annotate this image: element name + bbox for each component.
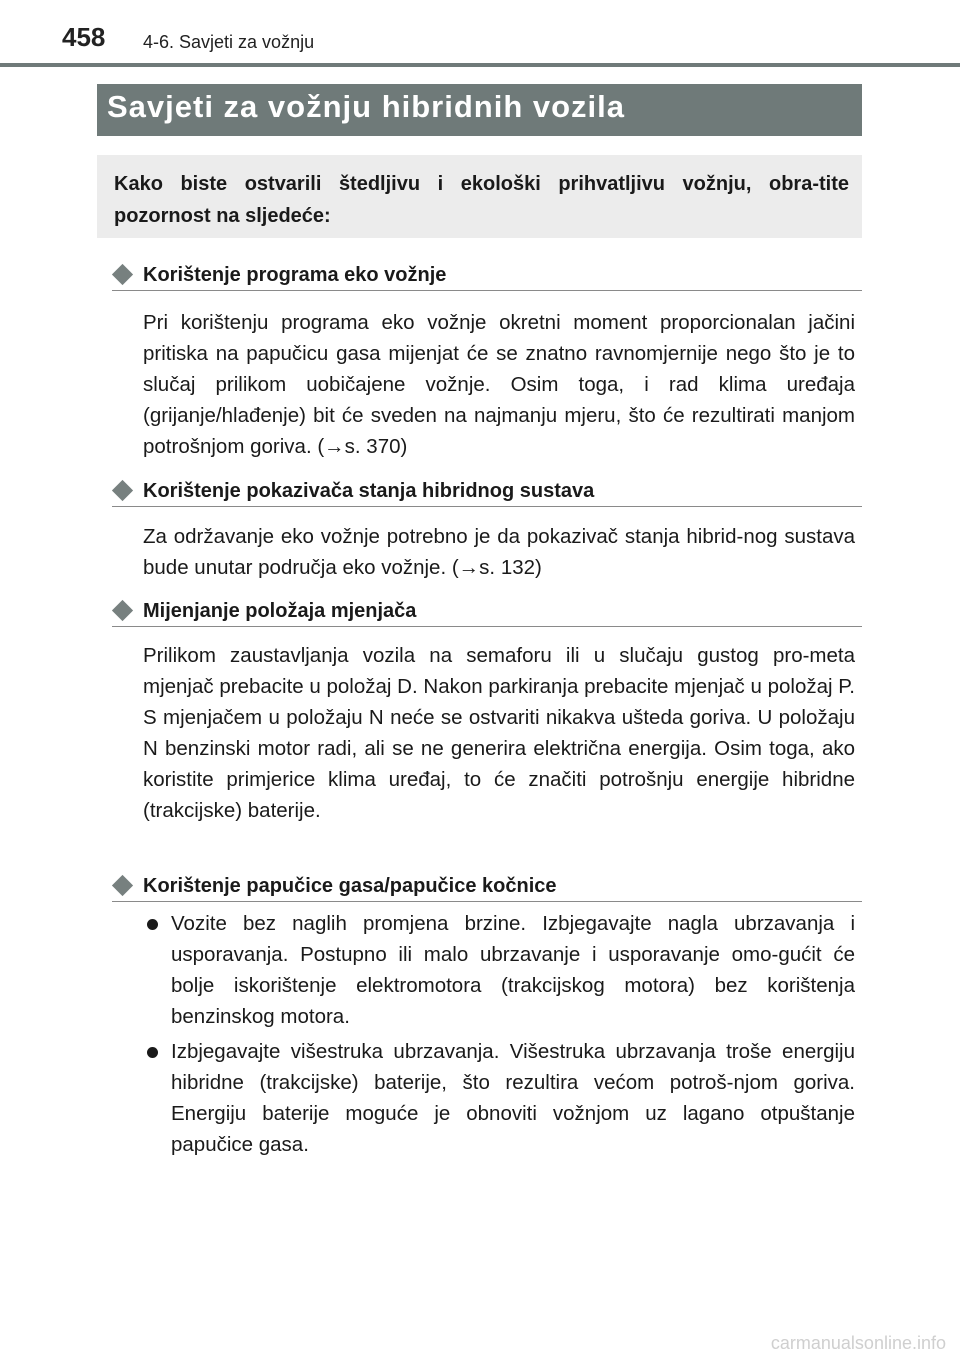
bullet-text: Izbjegavajte višestruka ubrzavanja. Višestruka ubrzavanja troše energiju hibridne (trakcijske) baterije, što rezultira većom potroš-njom goriva. Energiju baterije moguće je obnoviti vožnjom uz lagano otpuštanje papučice gasa. [171, 1040, 855, 1156]
section-heading-hybrid-indicator [112, 477, 862, 507]
page-number: 458 [62, 22, 106, 52]
bullet-dot-icon [147, 1047, 158, 1058]
section-rule [112, 290, 862, 291]
section-title: Mijenjanje položaja mjenjača [143, 600, 417, 622]
section-title: Korištenje programa eko vožnje [143, 264, 447, 286]
title-bar [97, 84, 862, 136]
section-rule [112, 901, 862, 902]
page-title: Savjeti za vožnju hibridnih vozila [107, 89, 626, 124]
section-heading-eco-program [112, 261, 862, 291]
section-heading-pedals [112, 872, 862, 902]
bullet-text: Vozite bez naglih promjena brzine. Izbjegavajte nagla ubrzavanja i usporavanja. Postupno ili malo ubrzavanje i usporavanje omo-gućit će bolje iskorištenje elektromotora (trakcijskog motora) bez korištenja benzinskog motora. [171, 912, 855, 1028]
section-rule [112, 506, 862, 507]
section-title: Korištenje papučice gasa/papučice kočnice [143, 875, 557, 897]
intro-box [97, 155, 862, 238]
section-reference: 4-6. Savjeti za vožnju [143, 32, 315, 52]
section-heading-shift-position [112, 597, 862, 627]
bullet-dot-icon [147, 919, 158, 930]
diamond-icon [112, 264, 133, 285]
diamond-icon [112, 875, 133, 896]
section-paragraph: Za održavanje eko vožnje potrebno je da pokazivač stanja hibrid-nog sustava bude unutar područja eko vožnje. (→s. 132) [143, 525, 855, 579]
diamond-icon [112, 600, 133, 621]
section-paragraph: Prilikom zaustavljanja vozila na semaforu ili u slučaju gustog pro-meta mjenjač prebacite u položaj D. Nakon parkiranja prebacite mjenjač u položaj P. S mjenjačem u položaju N neće se ostvariti nikakva ušteda goriva. U položaju N benzinski motor radi, ali se ne generira električna energija. Osim toga, ako koristite primjerice klima uređaj, to će značiti potrošnju energije hibridne (trakcijske) baterije. [143, 644, 855, 822]
diamond-icon [112, 480, 133, 501]
section-title: Korištenje pokazivača stanja hibridnog sustava [143, 480, 595, 502]
section-paragraph: Pri korištenju programa eko vožnje okretni moment proporcionalan jačini pritiska na papučicu gasa mijenjat će se znatno ravnomjernije nego što je to slučaj prilikom uobičajene vožnje. Osim toga, i rad klima uređaja (grijanje/hlađenje) bit će sveden na najmanju mjeru, što će rezultirati manjom potrošnjom goriva. (→s. 370) [143, 311, 855, 458]
intro-text: Kako biste ostvarili štedljivu i ekološki prihvatljivu vožnju, obra-tite pozornost na sljedeće: [114, 173, 849, 227]
section-rule [112, 626, 862, 627]
header-rule [0, 63, 960, 67]
watermark: carmanualsonline.info [770, 1333, 946, 1353]
